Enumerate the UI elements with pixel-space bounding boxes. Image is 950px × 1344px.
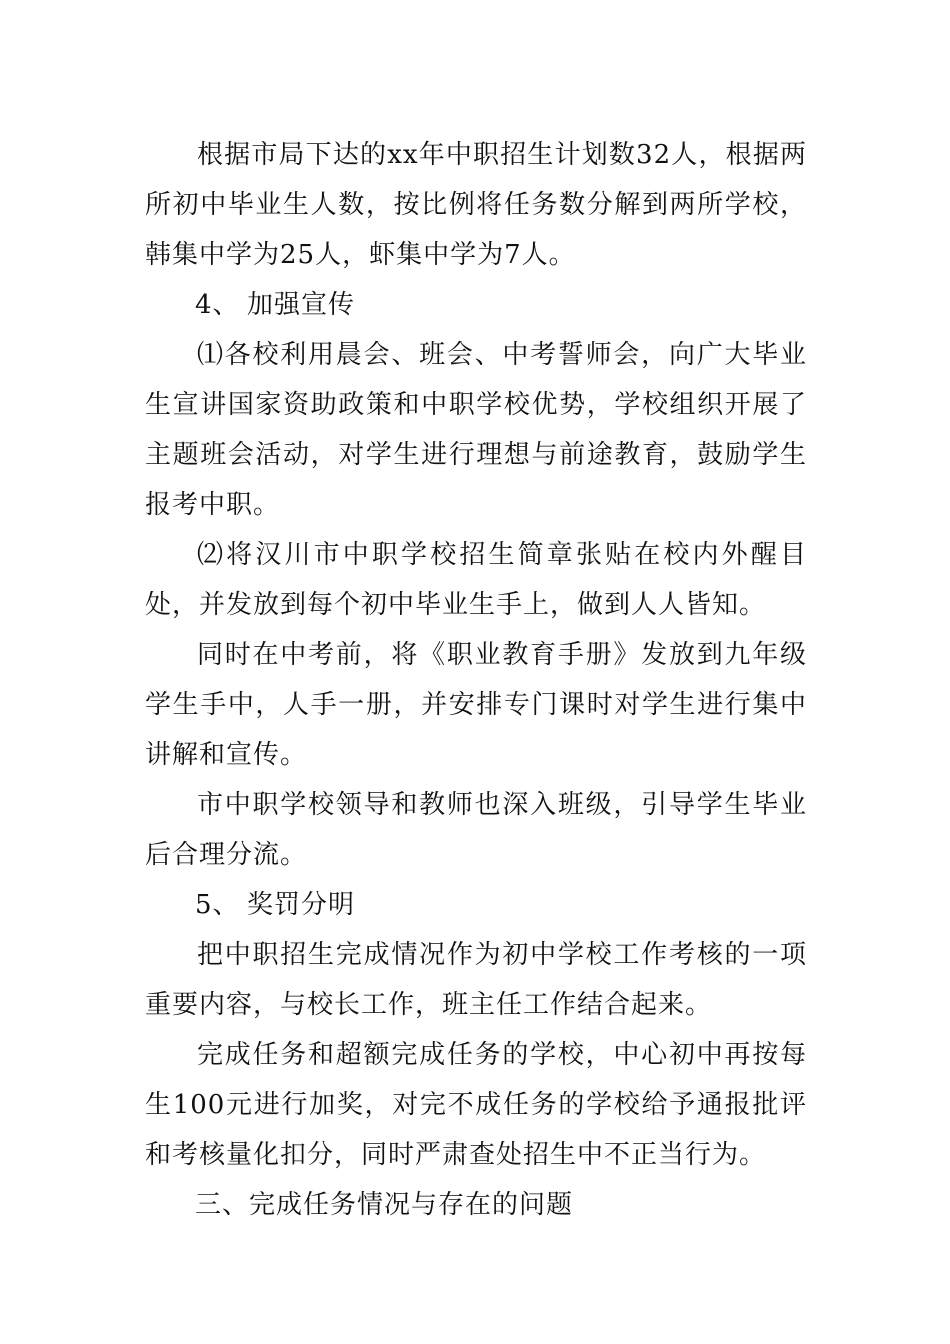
document-page	[145, 130, 807, 1230]
heading-text: 奖罚分明	[247, 890, 356, 920]
heading-number: 4、	[195, 290, 240, 320]
paragraph-bonus: 完成任务和超额完成任务的学校，中心初中再按每生100元进行加奖，对完不成任务的学校给予通报批评和考核量化扣分，同时严肃查处招生中不正当行为。	[145, 1040, 807, 1170]
heading-number: 三、	[195, 1190, 250, 1220]
heading-completion	[145, 1180, 807, 1230]
heading-text: 加强宣传	[247, 290, 356, 320]
heading-number: 5、	[195, 890, 240, 920]
paragraph-enrollment-plan: 根据市局下达的xx年中职招生计划数32人，根据两所初中毕业生人数，按比例将任务数分解到两所学校，韩集中学为25人，虾集中学为7人。	[145, 140, 807, 270]
paragraph-assessment: 把中职招生完成情况作为初中学校工作考核的一项重要内容，与校长工作，班主任工作结合起来。	[145, 940, 807, 1020]
paragraph-publicity-2: ⑵将汉川市中职学校招生简章张贴在校内外醒目处，并发放到每个初中毕业生手上，做到人人皆知。	[145, 540, 807, 620]
paragraph-teachers: 市中职学校领导和教师也深入班级，引导学生毕业后合理分流。	[145, 790, 807, 870]
paragraph-handbook: 同时在中考前，将《职业教育手册》发放到九年级学生手中，人手一册，并安排专门课时对学生进行集中讲解和宣传。	[145, 640, 807, 770]
heading-publicity	[145, 280, 807, 330]
heading-text: 完成任务情况与存在的问题	[249, 1190, 574, 1220]
paragraph-publicity-1: ⑴各校利用晨会、班会、中考誓师会，向广大毕业生宣讲国家资助政策和中职学校优势，学校组织开展了主题班会活动，对学生进行理想与前途教育，鼓励学生报考中职。	[145, 340, 807, 520]
heading-rewards	[145, 880, 807, 930]
